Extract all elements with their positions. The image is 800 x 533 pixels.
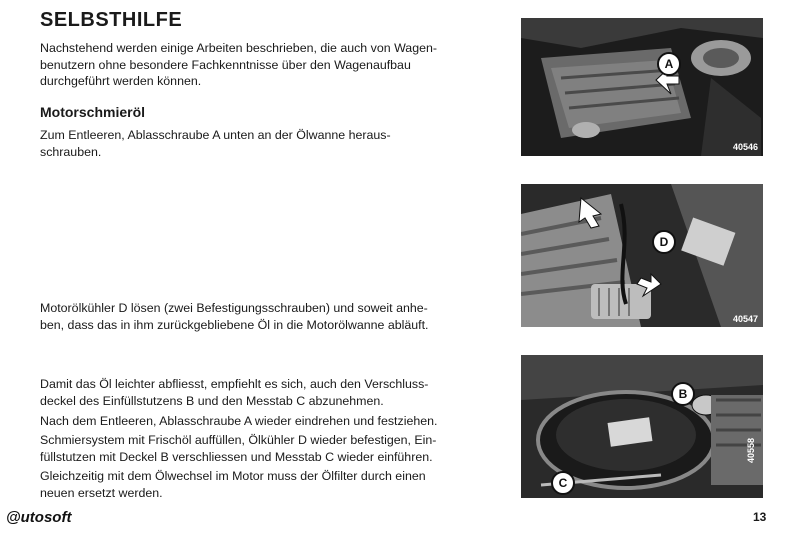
paragraph-line: neuen ersetzt werden. [40, 485, 163, 500]
paragraph-oil-filter [40, 468, 470, 501]
paragraph-filler-cap [40, 376, 470, 409]
photo-engine-top [521, 355, 763, 498]
paragraph-oil-cooler [40, 300, 470, 333]
photo-oil-cooler [521, 184, 763, 327]
paragraph-line: deckel des Einfüllstutzens B und den Messtab C abzunehmen. [40, 393, 384, 408]
intro-line: benutzern ohne besondere Fachkenntnisse über den Wagenaufbau [40, 57, 411, 72]
callout-b: B [671, 382, 695, 406]
intro-paragraph [40, 40, 470, 90]
callout-c: C [551, 471, 575, 495]
paragraph-drain [40, 127, 470, 160]
paragraph-refit-screw [40, 413, 470, 430]
paragraph-line: Nach dem Entleeren, Ablasschraube A wieder eindrehen und festziehen. [40, 414, 438, 428]
page-number: 13 [753, 510, 767, 524]
oil-cooler-illustration [521, 184, 763, 327]
paragraph-line: Gleichzeitig mit dem Ölwechsel im Motor muss der Ölfilter durch einen [40, 469, 426, 483]
photo-number: 40558 [746, 437, 756, 463]
photo-oil-pan [521, 18, 763, 156]
paragraph-refill [40, 432, 470, 465]
section-heading: Motorschmieröl [40, 104, 146, 120]
paragraph-line: schrauben. [40, 144, 102, 159]
brand-logo: @utosoft [6, 509, 72, 526]
paragraph-line: Schmiersystem mit Frischöl auffüllen, Ölkühler D wieder befestigen, Ein- [40, 433, 437, 447]
page-title: SELBSTHILFE [40, 9, 183, 31]
paragraph-line: Damit das Öl leichter abfliesst, empfiehlt es sich, auch den Verschluss- [40, 377, 429, 391]
paragraph-line: füllstutzen mit Deckel B verschliessen und Messtab C wieder einführen. [40, 449, 433, 464]
photo-number: 40546 [733, 142, 759, 152]
paragraph-line: Zum Entleeren, Ablasschraube A unten an der Ölwanne heraus- [40, 128, 391, 142]
paragraph-line: Motorölkühler D lösen (zwei Befestigungsschrauben) und soweit anhe- [40, 301, 428, 315]
intro-line: Nachstehend werden einige Arbeiten beschrieben, die auch von Wagen- [40, 41, 437, 55]
intro-line: durchgeführt werden können. [40, 74, 202, 88]
paragraph-line: ben, dass das in ihm zurückgebliebene Öl in die Motorölwanne abläuft. [40, 317, 429, 332]
callout-a: A [657, 52, 681, 76]
callout-d: D [652, 230, 676, 254]
photo-number: 40547 [733, 314, 759, 324]
oil-pan-illustration [521, 18, 763, 156]
